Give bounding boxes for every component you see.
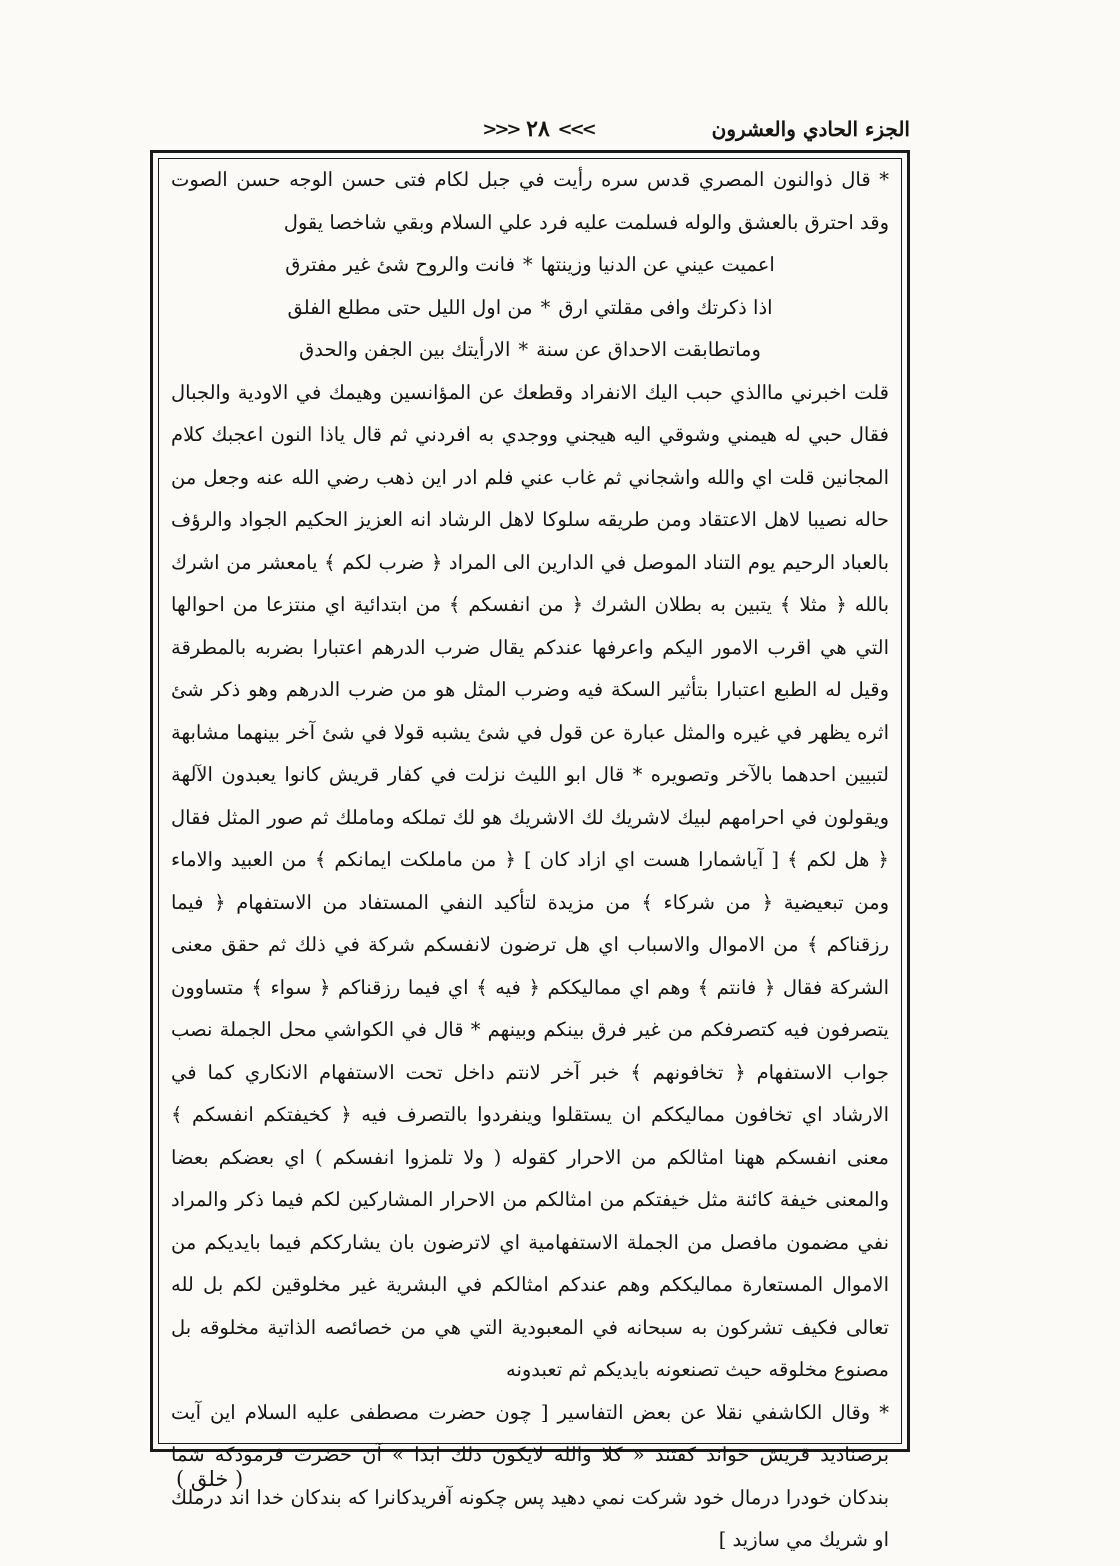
poem-verse (171, 244, 889, 287)
poem-verse (171, 287, 889, 330)
verse-second-hemistich: الارأيتك بين الجفن والحدق (299, 338, 511, 361)
ornament-right-icon: >>> (557, 119, 594, 140)
verse-first-hemistich: وماتطابقت الاحداق عن سنة (536, 338, 761, 361)
intro-paragraph: * قال ذوالنون المصري قدس سره رأيت في جبل لكام فتى حسن الوجه حسن الصوت وقد احترق بالعشق والوله فسلمت عليه فرد علي السلام وبقي شاخصا يقول (171, 168, 889, 234)
ornament-left-icon: <<< (482, 119, 519, 140)
verse-first-hemistich: اعميت عيني عن الدنيا وزينتها (540, 253, 775, 276)
page-header (150, 112, 910, 150)
commentary-paragraph: قلت اخبرني ماالذي حبب اليك الانفراد وقطعك عن المؤانسين وهيمك في الاودية والجبال فقال حبي له هيمني وشوقي اليه هيجني ووجدي به افردني ثم قال ياذا النون اعجبك كلام المجانين قلت اي والله واشجاني ثم غاب عني فلم ادر اين ذهب رضي الله عنه وجعل من حاله نصيبا لاهل الاعتقاد ومن طريقه سلوكا لاهل الرشاد انه العزيز الحكيم الجواد والرؤف بالعباد الرحيم يوم التناد الموصل في الدارين الى المراد ﴿ ضرب لكم ﴾ يامعشر من اشرك بالله ﴿ مثلا ﴾ يتبين به بطلان الشرك ﴿ من انفسكم ﴾ من ابتدائية اي منتزعا من احوالها التي هي اقرب الامور اليكم واعرفها عندكم يقال ضرب الدرهم اعتبارا بضربه بالمطرقة وقيل له الطبع اعتبارا بتأثير السكة فيه وضرب المثل هو من ضرب الدرهم وهو ذكر شئ اثره يظهر في غيره والمثل عبارة عن قول في شئ يشبه قولا في شئ آخر بينهما مشابهة لتبيين احدهما بالآخر وتصويره * قال ابو الليث نزلت في كفار قريش كانوا يعبدون الآلهة ويقولون في احرامهم لبيك لاشريك لك الاشريك هو لك تملكه وماملك ثم صور المثل فقال ﴿ هل لكم ﴾ [ آياشمارا هست اي ازاد كان ] ﴿ من ماملكت ايمانكم ﴾ من العبيد والاماء ومن تبعيضية ﴿ من شركاء ﴾ من مزيدة لتأكيد النفي المستفاد من الاستفهام ﴿ فيما رزقناكم ﴾ من الاموال والاسباب اي هل ترضون لانفسكم شركة في ذلك ثم حقق معنى الشركة فقال ﴿ فانتم ﴾ وهم اي مماليككم ﴿ فيه ﴾ اي فيما رزقناكم ﴿ سواء ﴾ متساوون يتصرفون فيه كتصرفكم من غير فرق بينكم وبينهم * قال في الكواشي محل الجملة نصب جواب الاستفهام ﴿ تخافونهم ﴾ خبر آخر لانتم داخل تحت الاستفهام الانكاري كما في الارشاد اي تخافون مماليككم ان يستقلوا وينفردوا بالتصرف فيه ﴿ كخيفتكم انفسكم ﴾ معنى انفسكم ههنا امثالكم من الاحرار كقوله ( ولا تلمزوا انفسكم ) اي بعضكم بعضا والمعنى خيفة كائنة مثل خيفتكم من امثالكم من الاحرار المشاركين لكم فيما ذكر والمراد نفي مضمون مافصل من الجملة الاستفهامية اي لاترضون بان يشارككم فيما بايديكم من الاموال المستعارة مماليككم وهم عندكم امثالكم في البشرية غير مخلوقين لكم بل لله تعالى فكيف تشركون به سبحانه في المعبودية التي هي من خصائصه الذاتية مخلوقه بل مصنوع مخلوقه حيث تصنعونه بايديكم ثم تعبدونه (171, 380, 889, 1381)
verse-separator: * (522, 253, 533, 276)
persian-commentary-paragraph: * وقال الكاشفي نقلا عن بعض التفاسير [ چون حضرت مصطفى عليه السلام اين آيت برصناديد قريش خواند كفتند « كلا والله لايكون ذلك ابدا » آن حضرت فرمودكه شما بندكان خودرا درمال خود شركت نمي دهيد پس چكونه آفريدكانرا كه بندكان خدا اند درملك او شريك مي سازيد ] (171, 1400, 889, 1551)
verse-separator: * (518, 338, 529, 361)
page-number-group (468, 112, 608, 147)
verse-second-hemistich: من اول الليل حتى مطلع الفلق (287, 295, 533, 319)
verse-separator: * (540, 295, 551, 319)
verse-first-hemistich: اذا ذكرتك وافى مقلتي ارق (558, 295, 773, 319)
page-number: ٢٨ (526, 116, 550, 142)
verse-second-hemistich: فانت والروح شئ غير مفترق (285, 253, 515, 276)
catchword: ( خلق ) (176, 1467, 244, 1491)
poem (171, 244, 889, 372)
poem-verse (171, 329, 889, 372)
text-block (171, 159, 889, 1562)
running-title: الجزء الحادي والعشرون (711, 117, 910, 141)
